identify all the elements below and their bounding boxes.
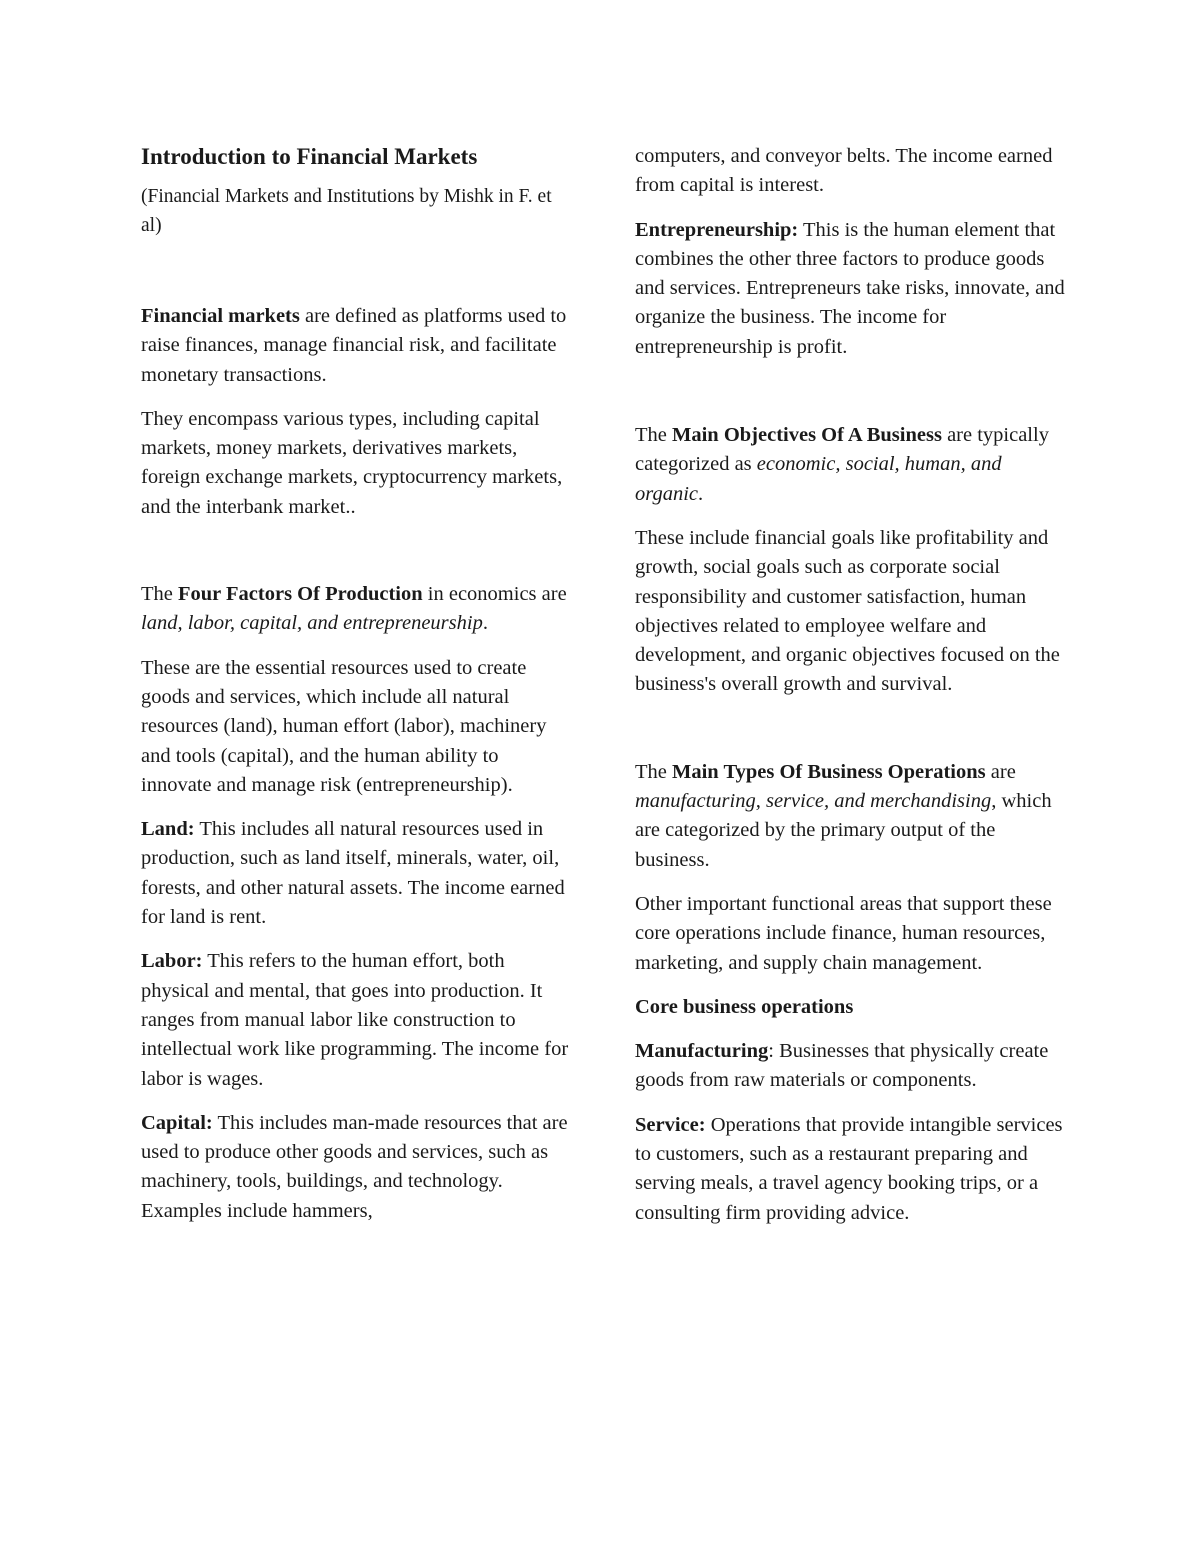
labor-paragraph xyxy=(141,947,571,1093)
objectives-prefix: The xyxy=(635,424,672,447)
factors-term: Four Factors Of Production xyxy=(178,583,423,606)
objectives-end: . xyxy=(698,482,704,505)
financial-markets-paragraph xyxy=(141,302,571,390)
right-column xyxy=(635,142,1065,1228)
objectives-description: These include financial goals like profitability and growth, social goals such as corporate social responsibility and customer satisfaction, human objectives related to employee welfare and development, and organic objectives focused on the business's overall growth and survival. xyxy=(635,526,1060,696)
capital-text: This includes man-made resources that are used to produce other goods and services, such as machinery, tools, buildings, and technology. Examples include hammers, xyxy=(141,1111,568,1222)
operations-middle: are xyxy=(985,760,1016,783)
factors-description: These are the essential resources used to create goods and services, which include all natural resources (land), human effort (labor), machinery and tools (capital), and the human ability to innovate and manage risk (entrepreneurship). xyxy=(141,656,547,796)
financial-markets-definition: are defined as platforms used to raise finances, manage financial risk, and facilitate monetary transactions. xyxy=(141,305,567,386)
capital-label: Capital: xyxy=(141,1111,213,1134)
capital-paragraph xyxy=(141,1109,571,1226)
operations-intro-paragraph xyxy=(635,758,1065,875)
entrepreneurship-text: This is the human element that combines the other three factors to produce goods and services. Entrepreneurs take risks, innovate, and organize the business. The income for entrepreneurship is profit. xyxy=(635,218,1065,358)
manufacturing-label: Manufacturing xyxy=(635,1040,769,1063)
service-label: Service: xyxy=(635,1113,706,1136)
objectives-middle: are typically categorized as xyxy=(635,424,1049,476)
financial-markets-term: Financial markets xyxy=(141,305,300,327)
labor-text: This refers to the human effort, both physical and mental, that goes into production. It ranges from manual labor like construction to intellectual work like programming. The income for labor is wages. xyxy=(141,950,569,1090)
factors-intro-paragraph xyxy=(141,580,571,639)
left-column xyxy=(141,142,571,1226)
land-text: This includes all natural resources used in production, such as land itself, minerals, water, oil, forests, and other natural assets. The income earned for land is rent. xyxy=(141,818,565,929)
objectives-term: Main Objectives Of A Business xyxy=(672,424,942,447)
citation: (Financial Markets and Institutions by Mishk in F. et al) xyxy=(141,186,552,236)
entrepreneurship-label: Entrepreneurship: xyxy=(635,218,799,241)
document-title: Introduction to Financial Markets xyxy=(141,144,478,169)
operations-prefix: The xyxy=(635,760,672,783)
operations-end: , which are categorized by the primary output of the business. xyxy=(635,790,1052,871)
objectives-intro-paragraph xyxy=(635,421,1065,509)
factors-prefix: The xyxy=(141,583,178,606)
objectives-list: economic, social, human, and organic xyxy=(635,453,1002,505)
core-operations-heading: Core business operations xyxy=(635,995,854,1018)
operations-support: Other important functional areas that support these core operations include finance, human resources, marketing, and supply chain management. xyxy=(635,892,1052,974)
manufacturing-paragraph xyxy=(635,1037,1065,1096)
land-paragraph xyxy=(141,815,571,932)
entrepreneurship-paragraph xyxy=(635,216,1065,362)
factors-end: . xyxy=(482,612,488,635)
land-label: Land: xyxy=(141,818,195,841)
manufacturing-text: : Businesses that physically create goods from raw materials or components. xyxy=(635,1040,1049,1092)
labor-label: Labor: xyxy=(141,950,203,973)
factors-middle: in economics are xyxy=(422,583,567,606)
types-paragraph: They encompass various types, including capital markets, money markets, derivatives markets, foreign exchange markets, cryptocurrency markets, and the interbank market.. xyxy=(141,407,563,518)
operations-list: manufacturing, service, and merchandising xyxy=(635,790,992,813)
operations-term: Main Types Of Business Operations xyxy=(672,760,986,783)
capital-continued: computers, and conveyor belts. The income earned from capital is interest. xyxy=(635,145,1053,197)
service-text: Operations that provide intangible services to customers, such as a restaurant preparing and serving meals, a travel agency booking trips, or a consulting firm providing advice. xyxy=(635,1113,1063,1224)
factors-list: land, labor, capital, and entrepreneurship xyxy=(141,612,483,635)
service-paragraph xyxy=(635,1111,1065,1228)
